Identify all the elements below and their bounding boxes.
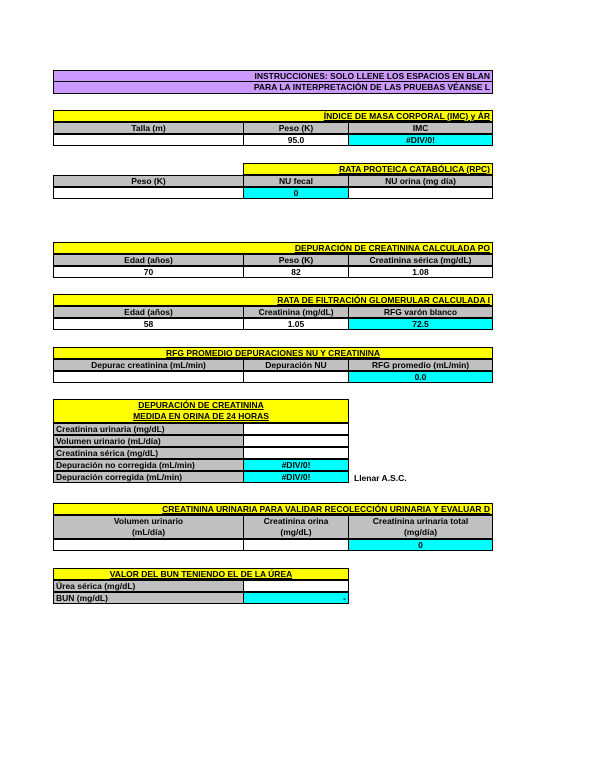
orina-24h-label-creatinina-serica: Creatinina sérica (mg/dL)	[53, 447, 244, 459]
orina-24h-no-corregida-result: #DIV/0!	[243, 459, 349, 471]
imc-header-imc: IMC	[348, 122, 493, 134]
rfg-promedio-header-creatinina: Depurac creatinina (mL/min)	[53, 359, 244, 371]
bun-label-bun: BUN (mg/dL)	[53, 592, 244, 604]
bun-label-urea: Úrea sérica (mg/dL)	[53, 580, 244, 592]
imc-title: ÍNDICE DE MASA CORPORAL (IMC) y ÁR	[53, 110, 493, 122]
rfg-promedio-creatinina-input[interactable]	[53, 371, 244, 383]
orina-24h-note: Llenar A.S.C.	[354, 473, 407, 483]
imc-peso-input[interactable]: 95.0	[243, 134, 349, 146]
rfg-edad-input[interactable]: 58	[53, 318, 244, 330]
orina-24h-label-corregida: Depuración corregida (mL/min)	[53, 471, 244, 483]
rpc-header-nu-orina: NU orina (mg día)	[348, 175, 493, 187]
rpc-peso-input[interactable]	[53, 187, 244, 199]
creat-urinaria-total-result: 0	[348, 539, 493, 551]
rfg-creatinina-input[interactable]: 1.05	[243, 318, 349, 330]
rfg-promedio-nu-input[interactable]	[243, 371, 349, 383]
orina-24h-creatinina-urinaria-input[interactable]	[243, 423, 349, 435]
depuracion-edad-input[interactable]: 70	[53, 266, 244, 278]
rpc-title: RATA PROTEICA CATABÓLICA (RPC)	[243, 163, 493, 175]
orina-24h-label-volumen: Volumen urinario (mL/día)	[53, 435, 244, 447]
orina-24h-volumen-input[interactable]	[243, 435, 349, 447]
depuracion-header-peso: Peso (K)	[243, 254, 349, 266]
rfg-promedio-header-promedio: RFG promedio (mL/min)	[348, 359, 493, 371]
creat-urinaria-header-volumen-line-1: Volumen urinario	[113, 516, 184, 526]
bun-urea-input[interactable]	[243, 580, 349, 592]
creat-urinaria-header-total-line-1: Creatinina urinaria total	[372, 516, 469, 526]
imc-result: #DIV/0!	[348, 134, 493, 146]
creat-urinaria-header-total	[348, 515, 493, 539]
creat-urinaria-header-creatinina	[243, 515, 349, 539]
depuracion-title: DEPURACIÓN DE CREATININA CALCULADA PO	[53, 242, 493, 254]
rfg-header-edad: Edad (años)	[53, 306, 244, 318]
rfg-header-creatinina: Creatinina (mg/dL)	[243, 306, 349, 318]
rfg-header-varon: RFG varón blanco	[348, 306, 493, 318]
rfg-promedio-result: 0.0	[348, 371, 493, 383]
imc-header-peso: Peso (K)	[243, 122, 349, 134]
creat-urinaria-header-volumen-line-2: (mL/día)	[131, 527, 166, 537]
instructions-line-2: PARA LA INTERPRETACIÓN DE LAS PRUEBAS VÉANSE L	[53, 82, 493, 94]
creat-urinaria-creatinina-input[interactable]	[243, 539, 349, 551]
creat-urinaria-header-volumen	[53, 515, 244, 539]
creat-urinaria-header-total-line-2: (mg/día)	[403, 527, 438, 537]
orina-24h-label-creatinina-urinaria: Creatinina urinaria (mg/dL)	[53, 423, 244, 435]
rpc-nu-fecal-result: 0	[243, 187, 349, 199]
bun-title: VALOR DEL BUN TENIENDO EL DE LA ÚREA	[53, 568, 349, 580]
depuracion-creatinina-input[interactable]: 1.08	[348, 266, 493, 278]
depuracion-peso-input[interactable]: 82	[243, 266, 349, 278]
imc-header-talla: Talla (m)	[53, 122, 244, 134]
instructions-line-1: INSTRUCCIONES: SOLO LLENE LOS ESPACIOS EN BLAN	[53, 70, 493, 82]
orina-24h-corregida-result: #DIV/0!	[243, 471, 349, 483]
orina-24h-creatinina-serica-input[interactable]	[243, 447, 349, 459]
rpc-header-nu-fecal: NU fecal	[243, 175, 349, 187]
rfg-title: RATA DE FILTRACIÓN GLOMERULAR CALCULADA I	[53, 294, 493, 306]
rfg-promedio-header-nu: Depuración NU	[243, 359, 349, 371]
creat-urinaria-volumen-input[interactable]	[53, 539, 244, 551]
creat-urinaria-header-creatinina-line-2: (mg/dL)	[280, 527, 312, 537]
bun-result: -	[243, 592, 349, 604]
imc-talla-input[interactable]	[53, 134, 244, 146]
depuracion-header-creatinina: Creatinina sérica (mg/dL)	[348, 254, 493, 266]
rpc-header-peso: Peso (K)	[53, 175, 244, 187]
creat-urinaria-title: CREATININA URINARIA PARA VALIDAR RECOLECCIÓN URINARIA Y EVALUAR D	[53, 503, 493, 515]
orina-24h-title	[53, 399, 349, 423]
rfg-promedio-title: RFG PROMEDIO DEPURACIONES NU Y CREATININA	[53, 347, 493, 359]
rpc-nu-orina-input[interactable]	[348, 187, 493, 199]
orina-24h-title-line-1: DEPURACIÓN DE CREATININA	[138, 400, 264, 410]
orina-24h-title-line-2: MEDIDA EN ORINA DE 24 HORAS	[133, 411, 269, 421]
creat-urinaria-header-creatinina-line-1: Creatinina orina	[263, 516, 329, 526]
orina-24h-label-no-corregida: Depuración no corregida (mL/min)	[53, 459, 244, 471]
rfg-varon-result: 72.5	[348, 318, 493, 330]
depuracion-header-edad: Edad (años)	[53, 254, 244, 266]
